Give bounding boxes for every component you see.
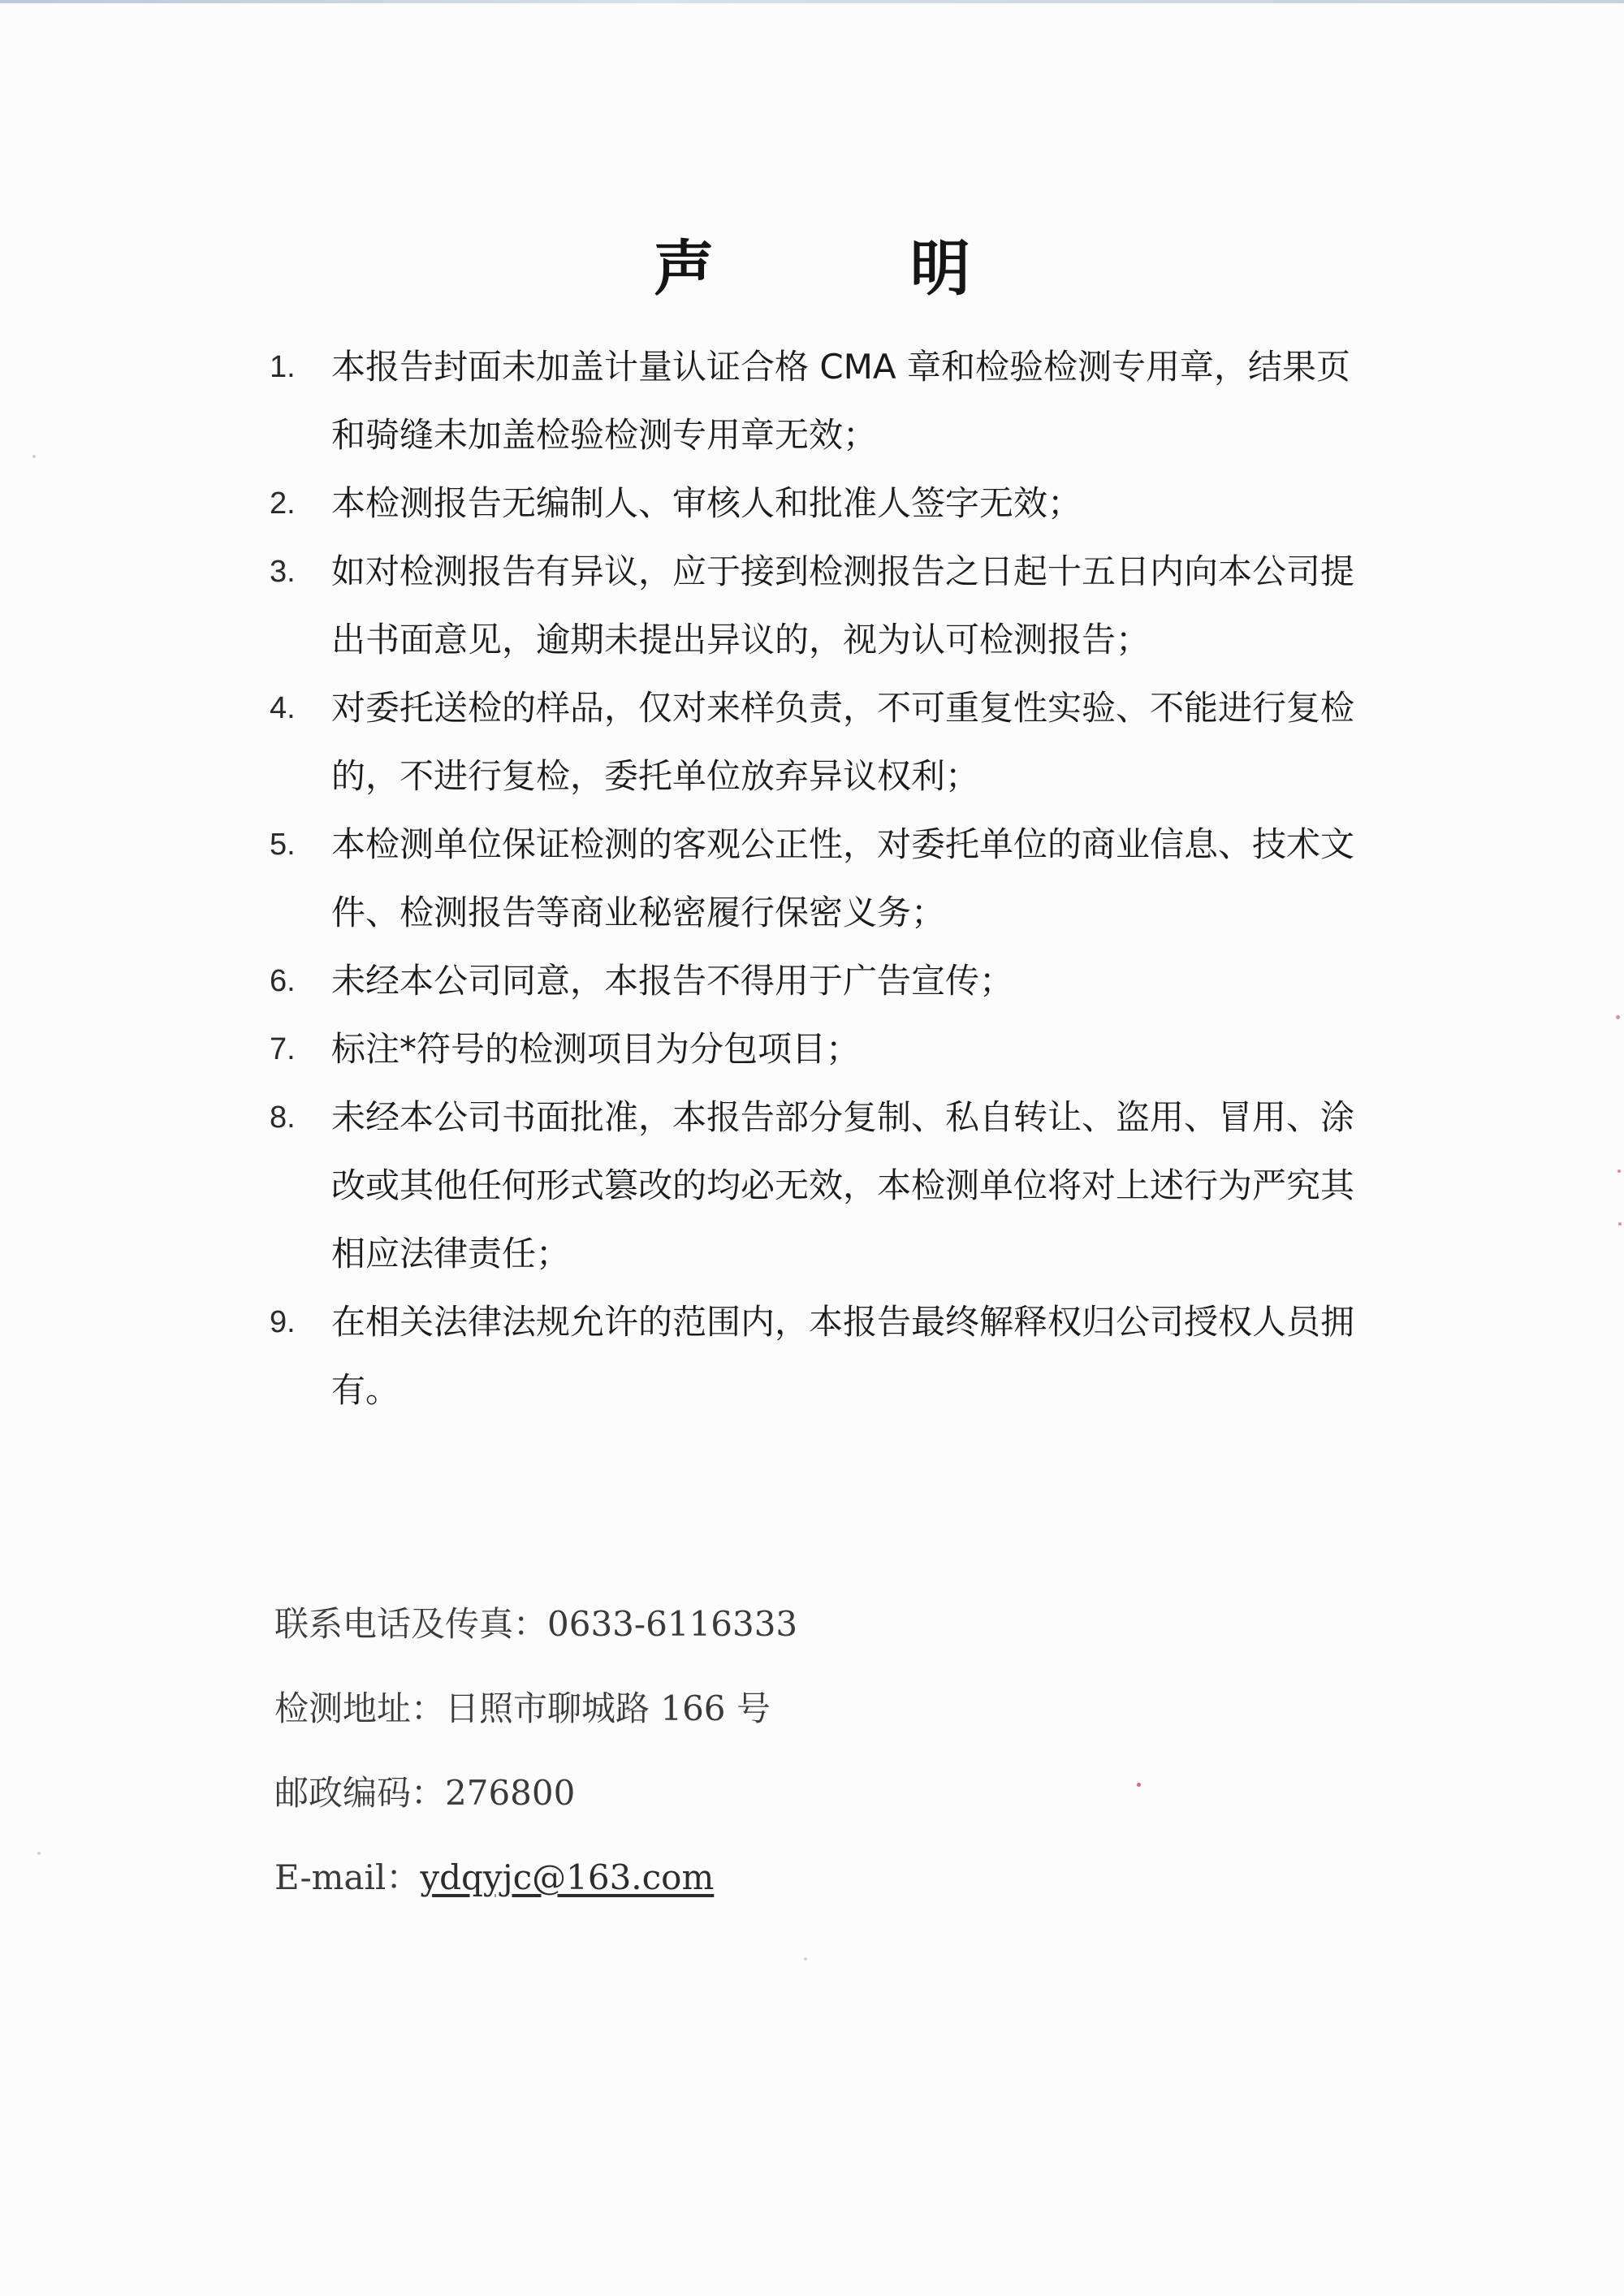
declaration-number: 6.	[270, 964, 296, 998]
scan-speck	[1618, 1222, 1622, 1226]
declaration-text: 未经本公司书面批准，本报告部分复制、私自转让、盗用、冒用、涂改或其他任何形式篡改的均必无效，本检测单位将对上述行为严究其相应法律责任；	[331, 1097, 1355, 1273]
declaration-number: 8.	[270, 1100, 296, 1135]
declaration-text: 未经本公司同意，本报告不得用于广告宣传；	[331, 961, 1014, 1001]
declaration-text: 在相关法律法规允许的范围内，本报告最终解释权归公司授权人员拥有。	[331, 1302, 1355, 1410]
declaration-number: 9.	[270, 1305, 296, 1339]
scan-speck	[804, 1957, 807, 1961]
declaration-item-8	[270, 1083, 1374, 1288]
scan-speck	[32, 455, 36, 458]
declaration-item-6	[270, 947, 1374, 1015]
contact-postcode	[274, 1767, 797, 1852]
declaration-number: 4.	[270, 691, 296, 725]
contact-block	[274, 1598, 797, 1936]
declaration-item-7	[270, 1015, 1374, 1083]
contact-phone	[274, 1598, 797, 1683]
declaration-number: 1.	[270, 350, 296, 384]
address-label: 检测地址：	[274, 1688, 446, 1728]
declaration-text: 本检测单位保证检测的客观公正性，对委托单位的商业信息、技术文件、检测报告等商业秘密履行保密义务；	[331, 824, 1355, 932]
address-value: 日照市聊城路 166 号	[445, 1688, 771, 1728]
scan-speck	[1616, 1015, 1620, 1019]
declaration-text: 本报告封面未加盖计量认证合格 CMA 章和检验检测专用章，结果页和骑缝未加盖检验检测专用章无效；	[331, 347, 1350, 455]
declaration-text: 对委托送检的样品，仅对来样负责，不可重复性实验、不能进行复检的，不进行复检，委托单位放弃异议权利；	[331, 688, 1355, 796]
declaration-text: 本检测报告无编制人、审核人和批准人签字无效；	[331, 483, 1082, 523]
declaration-item-5	[270, 811, 1374, 947]
declaration-item-1	[270, 333, 1374, 469]
postcode-value: 276800	[445, 1773, 576, 1813]
declaration-item-9	[270, 1288, 1374, 1425]
contact-email	[274, 1852, 797, 1936]
phone-value: 0633-6116333	[547, 1604, 798, 1644]
declaration-number: 5.	[270, 828, 296, 862]
declaration-item-4	[270, 674, 1374, 811]
email-label: E-mail：	[274, 1857, 421, 1897]
email-link[interactable]: ydqyjc@163.com	[420, 1857, 715, 1897]
declaration-number: 7.	[270, 1032, 296, 1066]
scan-speck	[1137, 1783, 1141, 1787]
declaration-text: 标注*符号的检测项目为分包项目；	[331, 1029, 861, 1069]
declaration-text: 如对检测报告有异议，应于接到检测报告之日起十五日内向本公司提出书面意见，逾期未提出异议的，视为认可检测报告；	[331, 551, 1355, 659]
phone-label: 联系电话及传真：	[274, 1604, 548, 1644]
scan-top-edge	[0, 0, 1624, 3]
declaration-number: 3.	[270, 555, 296, 589]
page-title: 声 明	[654, 234, 1058, 304]
declaration-number: 2.	[270, 486, 296, 521]
scan-speck	[37, 1852, 41, 1855]
declaration-item-3	[270, 538, 1374, 674]
postcode-label: 邮政编码：	[274, 1773, 446, 1813]
declaration-list	[270, 333, 1374, 1425]
declaration-item-2	[270, 469, 1374, 538]
contact-address	[274, 1683, 797, 1767]
scan-speck	[1618, 1170, 1621, 1173]
